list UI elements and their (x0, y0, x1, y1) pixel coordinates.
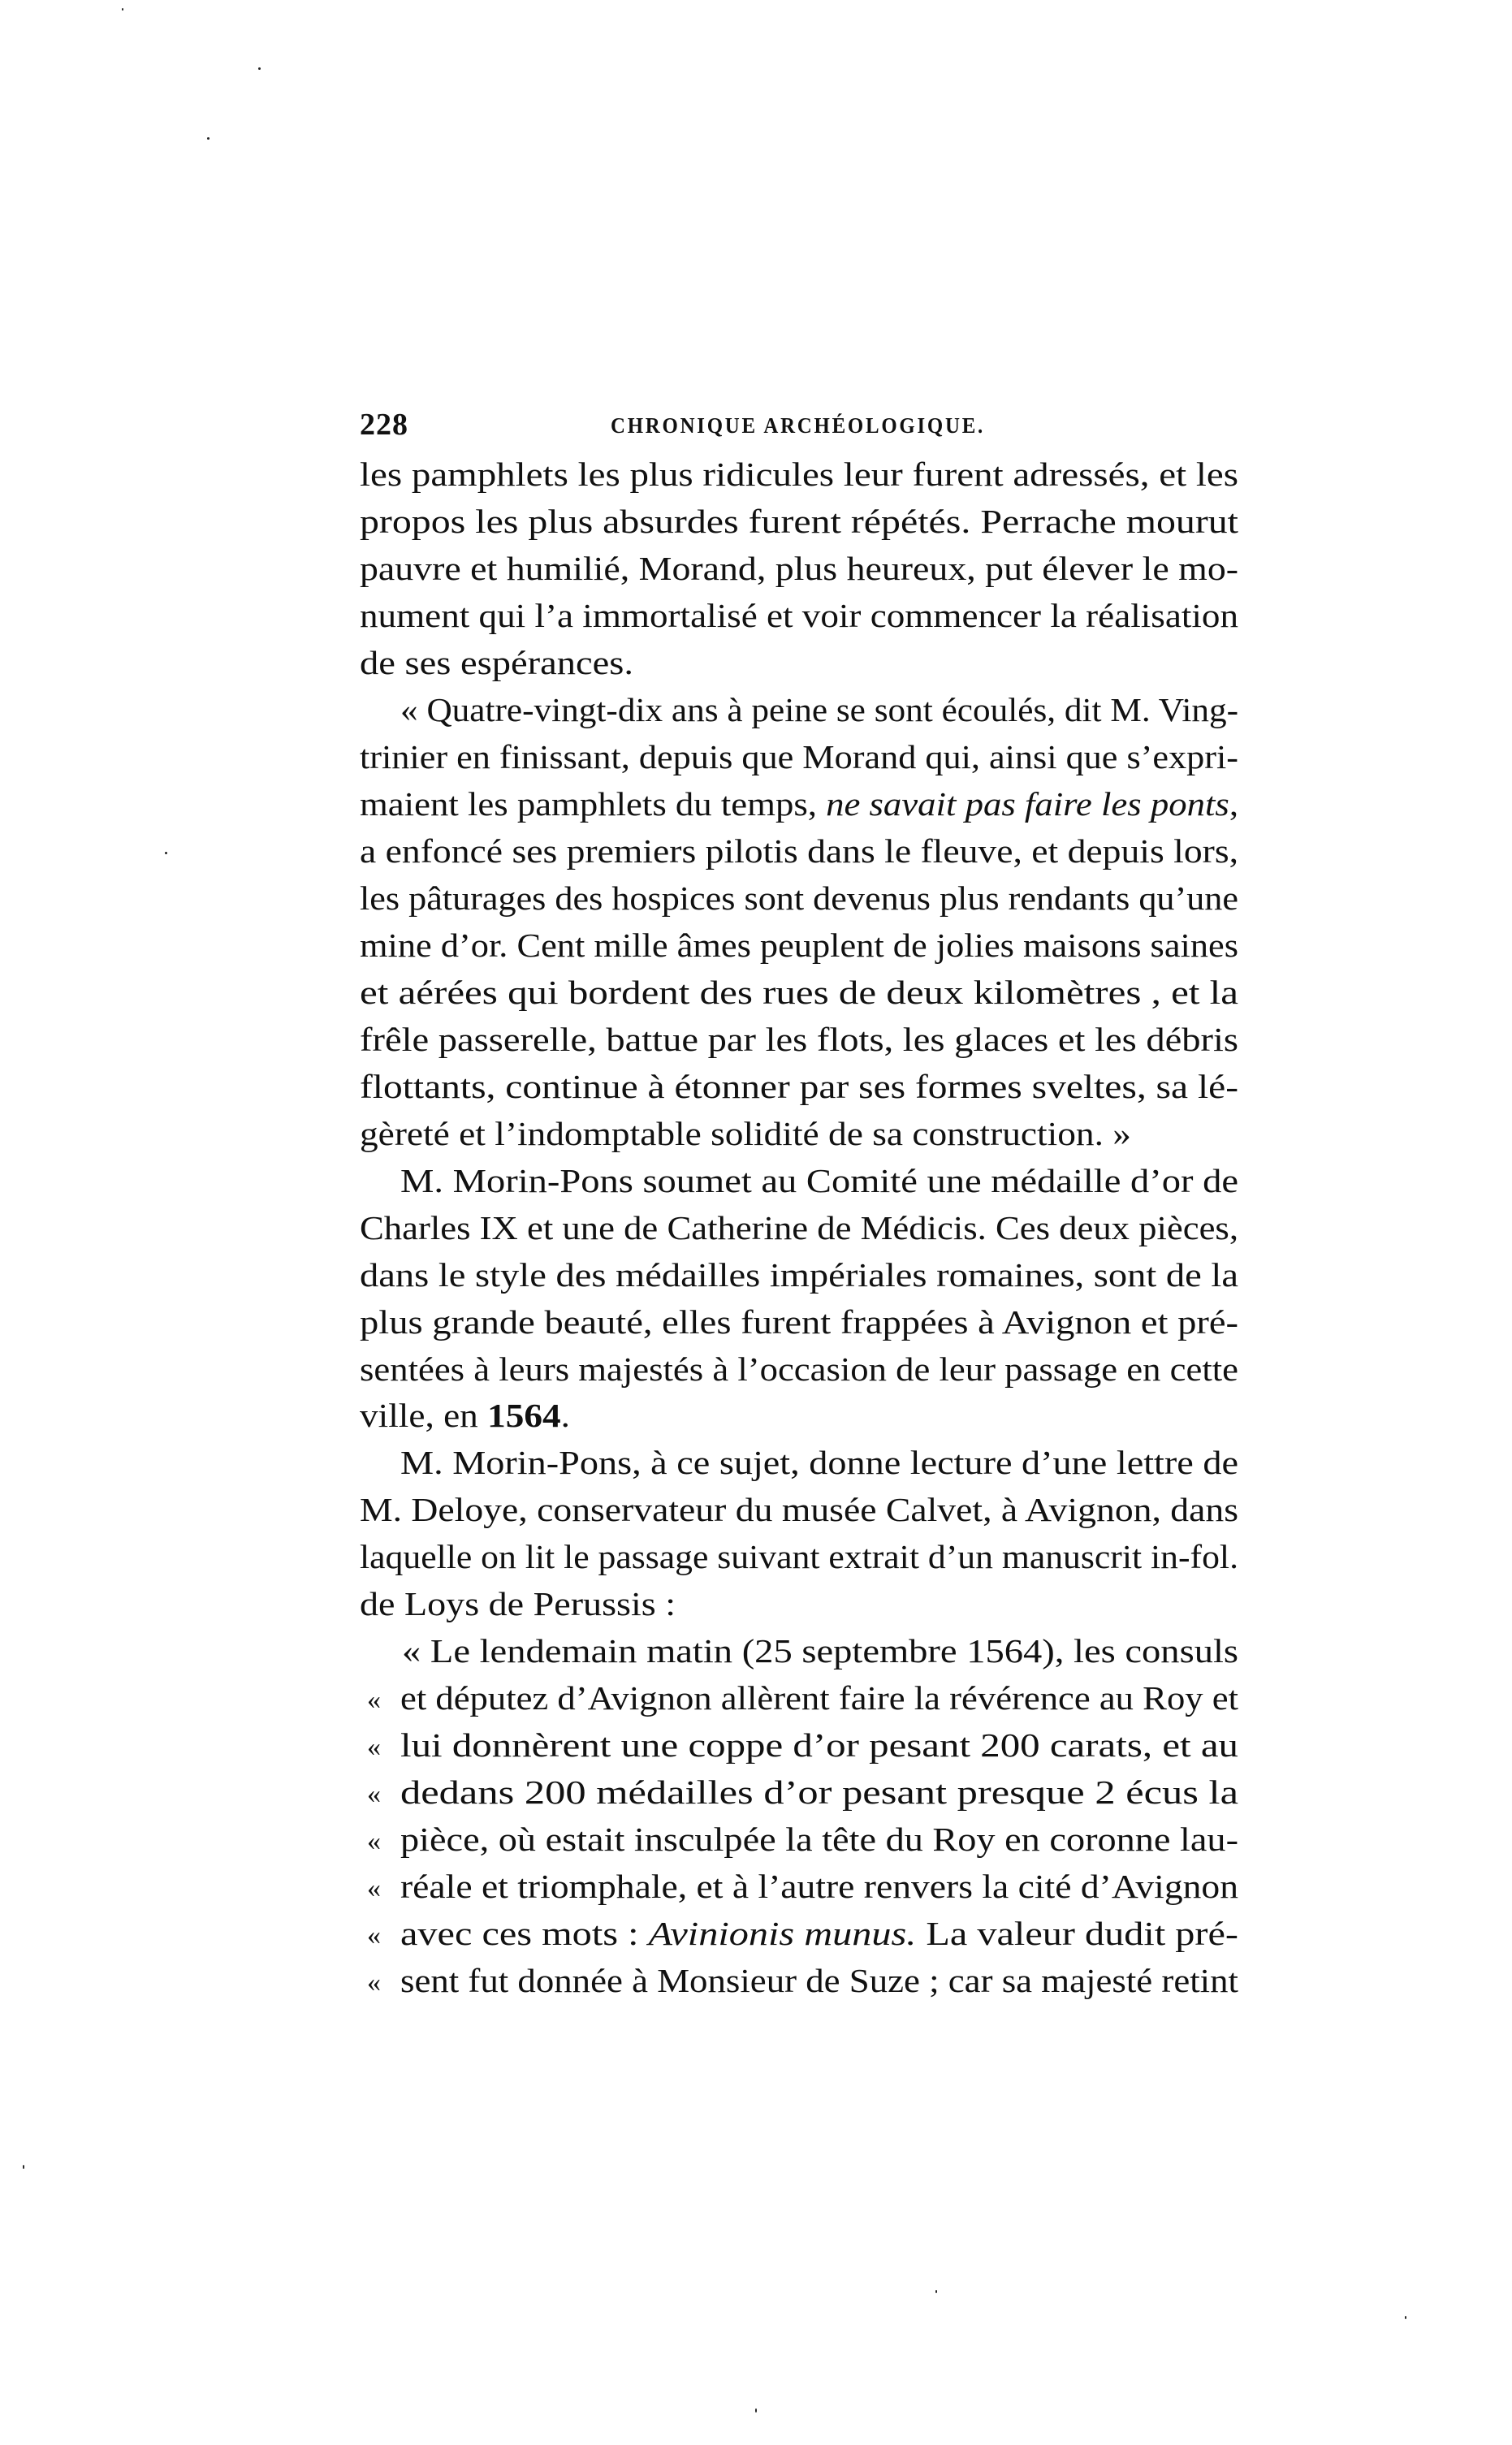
text-line (360, 1350, 1238, 1388)
text-line (360, 879, 1238, 918)
text-line (400, 1867, 1238, 1905)
text-line (360, 1208, 1238, 1246)
text-line (360, 926, 1238, 964)
italic-text: ne savait pas faire les ponts (826, 785, 1229, 823)
text-line (360, 738, 1238, 776)
text-segment: flottants, continue à étonner par ses formes sveltes, sa lé- (360, 1067, 1238, 1105)
text-line (400, 1821, 1238, 1859)
running-title: CHRONIQUE ARCHÉOLOGIQUE. (611, 413, 985, 438)
scan-speck (207, 137, 210, 140)
text-segment: de ses espérances. (360, 644, 633, 682)
text-line (360, 1397, 570, 1435)
text-segment: les pamphlets les plus ridicules leur furent adressés, et les (360, 456, 1238, 494)
text-line (400, 1446, 1238, 1480)
text-segment: pièce, où estait insculpée la tête du Roy en coronne lau- (400, 1821, 1238, 1859)
text-line (360, 1255, 1238, 1294)
text-segment: nument qui l’a immortalisé et voir commencer la réalisation (360, 597, 1238, 635)
text-segment: et aérées qui bordent des rues de deux kilomètres , et la (360, 973, 1238, 1011)
page-number: 228 (360, 408, 408, 442)
text-segment: a enfoncé ses premiers pilotis dans le fleuve, et depuis lors, (360, 832, 1238, 870)
italic-text: Avinionis munus. (648, 1914, 917, 1952)
text-segment: « Quatre-vingt-dix ans à peine se sont écoulés, dit M. Ving- (400, 691, 1238, 729)
text-line (400, 1679, 1238, 1717)
text-line (400, 693, 1238, 727)
text-line (400, 1914, 1238, 1952)
text-segment: La valeur dudit pré- (916, 1914, 1238, 1952)
text-segment: M. Morin-Pons, à ce sujet, donne lecture d’une lettre de (400, 1444, 1238, 1482)
scan-speck (122, 8, 123, 11)
quote-mark: « (367, 1685, 381, 1716)
quote-mark: « (367, 1873, 381, 1904)
text-segment: de Loys de Perussis : (360, 1585, 676, 1623)
text-segment: , (1229, 785, 1238, 823)
scan-speck (1405, 2316, 1406, 2319)
text-segment: gèreté et l’indomptable solidité de sa construction. » (360, 1114, 1131, 1152)
text-line (400, 1961, 1238, 1999)
text-segment: 1564 (487, 1397, 561, 1435)
text-segment: lui donnèrent une coppe d’or pesant 200 carats, et au (400, 1726, 1238, 1765)
text-segment: laquelle on lit le passage suivant extrait d’un manuscrit in-fol. (360, 1538, 1238, 1576)
text-line (360, 1493, 1238, 1527)
text-line (360, 646, 633, 680)
quote-mark: « (367, 1826, 381, 1857)
text-line (360, 1585, 676, 1623)
text-segment: M. Morin-Pons soumet au Comité une médaille d’or de (400, 1161, 1238, 1199)
scan-speck (165, 852, 167, 854)
text-segment: frêle passerelle, battue par les flots, les glaces et les débris (360, 1020, 1238, 1058)
text-line (360, 456, 1238, 494)
text-line (360, 550, 1238, 588)
quote-mark: « (367, 1779, 381, 1810)
text-line (360, 1067, 1238, 1105)
text-segment: maient les pamphlets du temps, (360, 785, 827, 823)
text-line (360, 785, 1238, 823)
quote-mark: « (367, 1968, 381, 1998)
text-segment: sent fut donnée à Monsieur de Suze ; car sa majesté retint (400, 1961, 1238, 1999)
text-segment: mine d’or. Cent mille âmes peuplent de jolies maisons saines (360, 926, 1238, 964)
text-segment: les pâturages des hospices sont devenus plus rendants qu’une (360, 879, 1238, 918)
text-line (360, 973, 1238, 1011)
text-line (360, 503, 1238, 541)
text-line (360, 832, 1238, 870)
text-segment: pauvre et humilié, Morand, plus heureux, put élever le mo- (360, 550, 1238, 588)
scan-speck (258, 67, 261, 70)
text-line (360, 1540, 1238, 1574)
text-line (360, 599, 1238, 633)
scan-speck (23, 2165, 24, 2169)
text-line (402, 1632, 1238, 1670)
text-segment: dedans 200 médailles d’or pesant presque 2 écus la (400, 1773, 1238, 1812)
text-segment: dans le style des médailles impériales romaines, sont de la (360, 1255, 1238, 1294)
text-line (360, 1114, 1131, 1152)
text-segment: ville, en (360, 1397, 488, 1435)
scan-speck (935, 2290, 937, 2293)
text-segment: . (560, 1397, 570, 1435)
text-segment: plus grande beauté, elles furent frappées à Avignon et pré- (360, 1302, 1238, 1341)
text-line (360, 1302, 1238, 1341)
text-segment: trinier en finissant, depuis que Morand qui, ainsi que s’expri- (360, 738, 1238, 776)
text-line (400, 1161, 1238, 1199)
text-line (400, 1773, 1238, 1812)
text-segment: Charles IX et une de Catherine de Médicis. Ces deux pièces, (360, 1208, 1238, 1246)
quote-mark: « (367, 1732, 381, 1763)
text-line (400, 1726, 1238, 1765)
text-segment: propos les plus absurdes furent répétés. Perrache mourut (360, 503, 1238, 541)
scan-speck (755, 2408, 757, 2413)
text-segment: M. Deloye, conservateur du musée Calvet, à Avignon, dans (360, 1491, 1238, 1529)
text-segment: sentées à leurs majestés à l’occasion de leur passage en cette (360, 1350, 1238, 1388)
text-segment: réale et triomphale, et à l’autre renvers la cité d’Avignon (400, 1867, 1238, 1905)
text-segment: avec ces mots : (400, 1914, 649, 1952)
text-line (360, 1020, 1238, 1058)
text-segment: et députez d’Avignon allèrent faire la révérence au Roy et (400, 1679, 1238, 1717)
quote-mark: « (367, 1920, 381, 1951)
text-segment: « Le lendemain matin (25 septembre 1564), les consuls (402, 1632, 1238, 1670)
